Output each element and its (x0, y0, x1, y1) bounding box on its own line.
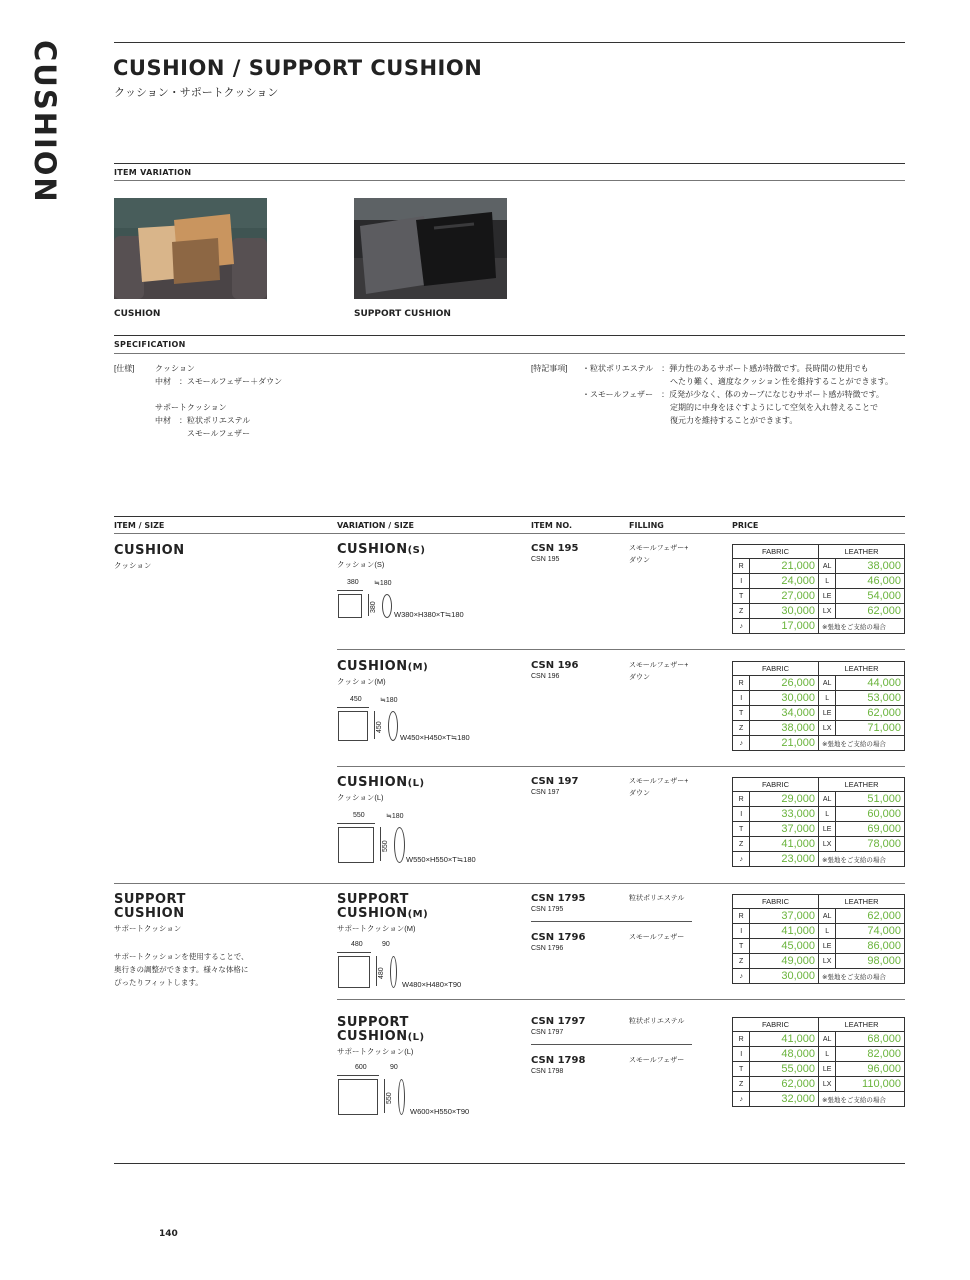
price-row (733, 676, 905, 691)
cushion-side-shape (398, 1079, 405, 1115)
dim-thickness-label: ≒180 (374, 580, 392, 587)
fabric-price: 23,000 (750, 852, 819, 867)
price-row (733, 1032, 905, 1047)
dim-height-label: 380 (370, 601, 377, 613)
fabric-price: 55,000 (750, 1062, 819, 1077)
fabric-grade: Z (733, 954, 750, 969)
page-subtitle: クッション・サポートクッション (114, 87, 279, 99)
item-number-sub: CSN 195 (531, 556, 560, 563)
price-row (733, 1062, 905, 1077)
fabric-price: 32,000 (750, 1092, 819, 1107)
fabric-grade: R (733, 676, 750, 691)
fabric-grade: Z (733, 1077, 750, 1092)
item-number: CSN 1796 (531, 932, 586, 943)
item-number-sub: CSN 197 (531, 789, 560, 796)
filling: スモールフェザー+ ダウン (629, 778, 689, 797)
leather-price: 54,000 (836, 589, 905, 604)
price-row (733, 574, 905, 589)
dim-label: W600×H550×T90 (410, 1107, 470, 1116)
dim-label: W480×H480×T90 (402, 980, 462, 989)
fabric-grade: ♪ (733, 619, 750, 634)
cushion-front-shape (338, 594, 362, 618)
leather-grade: LE (818, 939, 835, 954)
item-number: CSN 197 (531, 776, 579, 787)
variant-size-tag: (L) (407, 778, 425, 789)
dim-height-line (384, 1079, 385, 1113)
price-header-fabric: FABRIC (733, 778, 819, 792)
variant-size-tag: (L) (407, 1032, 425, 1043)
dim-height-line (376, 956, 377, 986)
item-divider (531, 1044, 692, 1045)
price-row (733, 1077, 905, 1092)
dim-height-label: 550 (386, 1092, 393, 1104)
item-number: CSN 196 (531, 660, 579, 671)
supply-note: ※張地をご支給の場合 (818, 969, 904, 984)
price-header-leather: LEATHER (818, 662, 904, 676)
fabric-grade: I (733, 691, 750, 706)
fabric-price: 37,000 (750, 909, 819, 924)
support-cushion-photo-caption: SUPPORT CUSHION (354, 309, 451, 319)
item-number: CSN 1797 (531, 1016, 586, 1027)
leather-grade: AL (818, 559, 835, 574)
filling: 粒状ポリエステル (629, 1018, 685, 1025)
fabric-grade: I (733, 924, 750, 939)
specification-heading: SPECIFICATION (114, 340, 186, 349)
dim-label: W450×H450×T≒180 (400, 733, 470, 742)
category-cushion-name: CUSHION (114, 543, 185, 558)
fabric-price: 24,000 (750, 574, 819, 589)
price-row (733, 589, 905, 604)
fabric-price: 41,000 (750, 1032, 819, 1047)
fabric-grade: R (733, 909, 750, 924)
fabric-price: 21,000 (750, 736, 819, 751)
filling: スモールフェザー (629, 1057, 685, 1064)
leather-price: 82,000 (836, 1047, 905, 1062)
dim-width-label: 550 (353, 812, 365, 819)
variant-name (337, 660, 428, 675)
variant-divider (337, 766, 905, 767)
dim-thickness-label: 90 (382, 941, 390, 948)
col-item-no: ITEM NO. (531, 521, 573, 530)
variant-jp: クッション(L) (337, 793, 384, 802)
variant-name (337, 776, 425, 791)
fabric-grade: T (733, 1062, 750, 1077)
variant-name-text: CUSHION (337, 542, 408, 557)
leather-grade: LX (818, 837, 835, 852)
dim-height-label: 450 (376, 721, 383, 733)
variant-jp: クッション(S) (337, 560, 385, 569)
price-row (733, 706, 905, 721)
fabric-grade: T (733, 706, 750, 721)
price-row (733, 721, 905, 736)
dim-width-label: 480 (351, 941, 363, 948)
price-row (733, 604, 905, 619)
leather-grade: AL (818, 1032, 835, 1047)
item-variation-heading: ITEM VARIATION (114, 168, 192, 177)
cushion-front-shape (338, 1079, 378, 1115)
variant-name (337, 1016, 425, 1045)
leather-price: 60,000 (836, 807, 905, 822)
leather-grade: AL (818, 676, 835, 691)
price-row (733, 1092, 905, 1107)
col-filling: FILLING (629, 521, 664, 530)
variant-divider (337, 999, 905, 1000)
leather-price: 62,000 (836, 706, 905, 721)
price-row (733, 954, 905, 969)
price-row (733, 924, 905, 939)
supply-note: ※張地をご支給の場合 (818, 736, 904, 751)
leather-grade: LX (818, 1077, 835, 1092)
fabric-price: 62,000 (750, 1077, 819, 1092)
dim-height-label: 550 (382, 840, 389, 852)
fabric-price: 30,000 (750, 969, 819, 984)
side-title: CUSHION (28, 40, 62, 204)
price-table (732, 1017, 905, 1107)
spec-right-text: ・粒状ポリエステル ：弾力性のあるサポート感が特徴です。長時間の使用でも へたり難く、適度なクッション性を維持することができます。 ・スモールフェザー ：反発が少なく、体のカーブになじむサポート感が特徴です。 定期的に中身をほぐすようにして空気を入れ替えることで 復元力を維持することができます。 (582, 364, 894, 425)
cushion-side-shape (388, 711, 398, 741)
fabric-price: 30,000 (750, 691, 819, 706)
col-price: PRICE (732, 521, 759, 530)
fabric-price: 41,000 (750, 837, 819, 852)
category-cushion-jp: クッション (114, 561, 152, 570)
cushion-side-shape (382, 594, 392, 618)
price-header-fabric: FABRIC (733, 662, 819, 676)
leather-grade: LE (818, 1062, 835, 1077)
leather-grade: L (818, 924, 835, 939)
dim-width-line (337, 952, 371, 953)
table-rule-top (114, 516, 905, 517)
leather-price: 62,000 (836, 909, 905, 924)
fabric-price: 17,000 (750, 619, 819, 634)
fabric-grade: ♪ (733, 1092, 750, 1107)
leather-price: 74,000 (836, 924, 905, 939)
cushion-side-shape (394, 827, 405, 863)
fabric-grade: R (733, 559, 750, 574)
price-table (732, 544, 905, 634)
fabric-price: 29,000 (750, 792, 819, 807)
leather-price: 69,000 (836, 822, 905, 837)
variant-jp: サポートクッション(L) (337, 1047, 414, 1056)
price-table (732, 777, 905, 867)
variant-name-text: CUSHION (337, 659, 408, 674)
item-number-sub: CSN 196 (531, 673, 560, 680)
price-header-leather: LEATHER (818, 1018, 904, 1032)
price-row (733, 852, 905, 867)
fabric-price: 49,000 (750, 954, 819, 969)
col-item-size: ITEM / SIZE (114, 521, 165, 530)
supply-note: ※張地をご支給の場合 (818, 852, 904, 867)
leather-price: 53,000 (836, 691, 905, 706)
leather-price: 78,000 (836, 837, 905, 852)
price-row (733, 619, 905, 634)
leather-grade: L (818, 574, 835, 589)
fabric-grade: ♪ (733, 969, 750, 984)
leather-grade: LX (818, 954, 835, 969)
footer-rule (114, 1163, 905, 1164)
fabric-grade: T (733, 589, 750, 604)
leather-grade: LE (818, 589, 835, 604)
fabric-price: 27,000 (750, 589, 819, 604)
leather-grade: LX (818, 721, 835, 736)
fabric-grade: I (733, 1047, 750, 1062)
dim-thickness-label: ≒180 (386, 813, 404, 820)
dim-width-line (337, 823, 375, 824)
spec-right-label: [特記事項] (531, 364, 568, 373)
price-row (733, 939, 905, 954)
fabric-grade: I (733, 574, 750, 589)
filling: スモールフェザー+ ダウン (629, 545, 689, 564)
variant-name-text: SUPPORT CUSHION (337, 892, 409, 921)
dim-height-line (368, 594, 369, 616)
leather-price: 62,000 (836, 604, 905, 619)
leather-grade: L (818, 691, 835, 706)
item-number-sub: CSN 1796 (531, 945, 564, 952)
cushion-front-shape (338, 827, 374, 863)
item-number-sub: CSN 1797 (531, 1029, 564, 1036)
fabric-grade: ♪ (733, 852, 750, 867)
category-divider (114, 883, 905, 884)
leather-grade: L (818, 1047, 835, 1062)
fabric-price: 41,000 (750, 924, 819, 939)
leather-grade: AL (818, 792, 835, 807)
support-cushion-photo (354, 198, 507, 299)
item-variation-rule-top (114, 163, 905, 164)
price-header-fabric: FABRIC (733, 545, 819, 559)
filling: スモールフェザー (629, 934, 685, 941)
variant-name-text: SUPPORT CUSHION (337, 1015, 409, 1044)
col-variation-size: VARIATION / SIZE (337, 521, 414, 530)
variant-size-tag: (M) (407, 909, 429, 920)
price-header-fabric: FABRIC (733, 895, 819, 909)
price-header-leather: LEATHER (818, 545, 904, 559)
specification-rule-top (114, 335, 905, 336)
dim-thickness-label: 90 (390, 1064, 398, 1071)
fabric-price: 38,000 (750, 721, 819, 736)
page-number: 140 (159, 1229, 178, 1239)
leather-price: 38,000 (836, 559, 905, 574)
leather-price: 96,000 (836, 1062, 905, 1077)
price-row (733, 969, 905, 984)
table-rule-header (114, 533, 905, 534)
item-variation-rule-bottom (114, 180, 905, 181)
leather-price: 51,000 (836, 792, 905, 807)
price-row (733, 807, 905, 822)
item-divider (531, 921, 692, 922)
supply-note: ※張地をご支給の場合 (818, 1092, 904, 1107)
cushion-front-shape (338, 711, 368, 741)
leather-price: 44,000 (836, 676, 905, 691)
item-number: CSN 1795 (531, 893, 586, 904)
page-title: CUSHION / SUPPORT CUSHION (113, 56, 483, 80)
dim-width-line (337, 1075, 379, 1076)
item-number-sub: CSN 1795 (531, 906, 564, 913)
fabric-price: 21,000 (750, 559, 819, 574)
price-header-leather: LEATHER (818, 778, 904, 792)
dim-width-line (337, 707, 369, 708)
variant-jp: クッション(M) (337, 677, 386, 686)
variant-divider (337, 649, 905, 650)
fabric-grade: T (733, 939, 750, 954)
price-header-leather: LEATHER (818, 895, 904, 909)
price-row (733, 837, 905, 852)
fabric-grade: R (733, 792, 750, 807)
fabric-price: 45,000 (750, 939, 819, 954)
leather-grade: LE (818, 822, 835, 837)
dim-width-label: 450 (350, 696, 362, 703)
leather-price: 86,000 (836, 939, 905, 954)
dim-height-line (374, 711, 375, 739)
price-header-fabric: FABRIC (733, 1018, 819, 1032)
category-support-note: サポートクッションを使用することで、 奥行きの調整ができます。様々な体格に ぴったりフィットします。 (114, 952, 249, 987)
variant-jp: サポートクッション(M) (337, 924, 416, 933)
dim-width-label: 600 (355, 1064, 367, 1071)
price-table (732, 894, 905, 984)
price-table (732, 661, 905, 751)
cushion-photo-caption: CUSHION (114, 309, 161, 319)
fabric-grade: R (733, 1032, 750, 1047)
price-row (733, 736, 905, 751)
dim-label: W380×H380×T≒180 (394, 610, 464, 619)
fabric-grade: Z (733, 837, 750, 852)
price-row (733, 691, 905, 706)
variant-size-tag: (S) (407, 545, 426, 556)
fabric-grade: ♪ (733, 736, 750, 751)
spec-left-text: クッション 中材 ：スモールフェザー＋ダウン サポートクッション 中材 ：粒状ポリエステル スモールフェザー (155, 364, 283, 438)
dim-height-line (380, 827, 381, 861)
leather-grade: L (818, 807, 835, 822)
price-row (733, 822, 905, 837)
fabric-price: 37,000 (750, 822, 819, 837)
leather-grade: LE (818, 706, 835, 721)
price-row (733, 792, 905, 807)
dim-thickness-label: ≒180 (380, 697, 398, 704)
fabric-price: 30,000 (750, 604, 819, 619)
fabric-price: 26,000 (750, 676, 819, 691)
dim-width-label: 380 (347, 579, 359, 586)
fabric-grade: Z (733, 721, 750, 736)
supply-note: ※張地をご支給の場合 (818, 619, 904, 634)
cushion-photo (114, 198, 267, 299)
fabric-grade: T (733, 822, 750, 837)
leather-grade: AL (818, 909, 835, 924)
cushion-front-shape (338, 956, 370, 988)
category-support-jp: サポートクッション (114, 924, 182, 933)
price-row (733, 909, 905, 924)
dim-height-label: 480 (378, 967, 385, 979)
variant-name (337, 543, 425, 558)
filling: 粒状ポリエステル (629, 895, 685, 902)
fabric-grade: I (733, 807, 750, 822)
cushion-side-shape (390, 956, 397, 988)
item-number: CSN 1798 (531, 1055, 586, 1066)
category-support-name: SUPPORT CUSHION (114, 892, 186, 921)
fabric-price: 48,000 (750, 1047, 819, 1062)
leather-price: 68,000 (836, 1032, 905, 1047)
top-rule (114, 42, 905, 43)
price-row (733, 559, 905, 574)
fabric-grade: Z (733, 604, 750, 619)
dim-width-line (337, 590, 363, 591)
price-row (733, 1047, 905, 1062)
filling: スモールフェザー+ ダウン (629, 662, 689, 681)
leather-grade: LX (818, 604, 835, 619)
variant-name (337, 893, 428, 922)
spec-left-label: [仕様] (114, 364, 135, 373)
item-number: CSN 195 (531, 543, 579, 554)
fabric-price: 33,000 (750, 807, 819, 822)
fabric-price: 34,000 (750, 706, 819, 721)
specification-rule-bottom (114, 353, 905, 354)
dim-label: W550×H550×T≒180 (406, 855, 476, 864)
leather-price: 46,000 (836, 574, 905, 589)
leather-price: 98,000 (836, 954, 905, 969)
item-number-sub: CSN 1798 (531, 1068, 564, 1075)
leather-price: 71,000 (836, 721, 905, 736)
variant-size-tag: (M) (407, 662, 429, 673)
leather-price: 110,000 (836, 1077, 905, 1092)
variant-name-text: CUSHION (337, 775, 408, 790)
